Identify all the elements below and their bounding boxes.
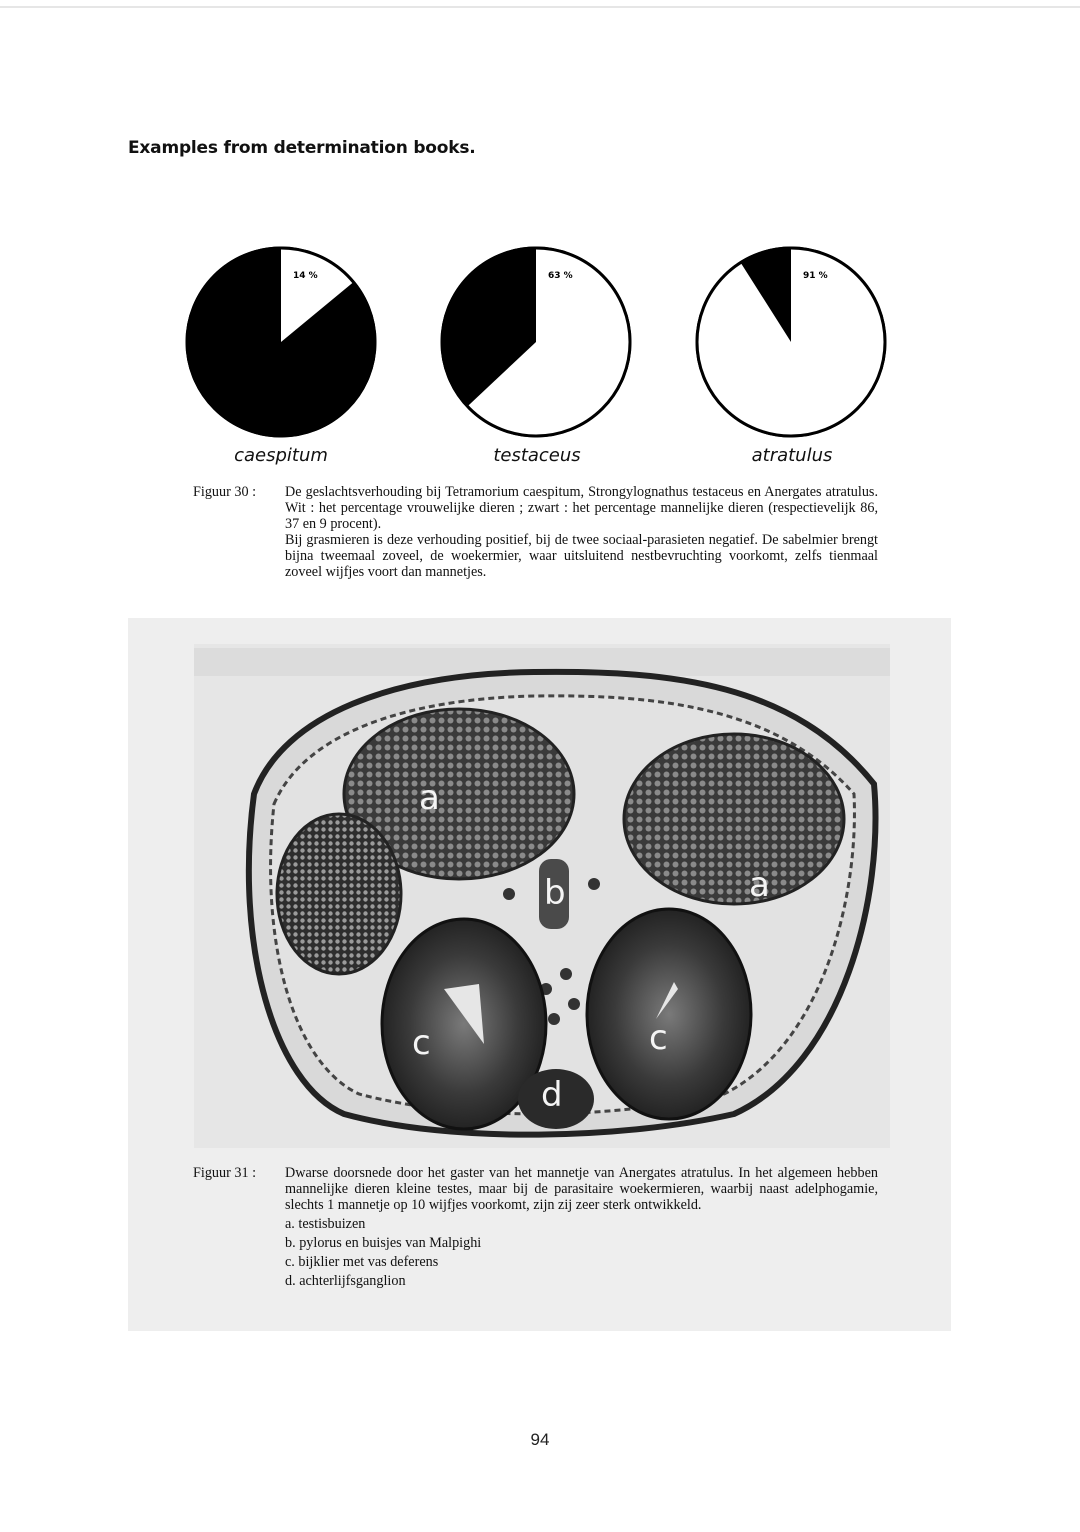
- micrograph-label-a-right: a: [749, 865, 770, 905]
- micrograph-label-d: d: [541, 1075, 563, 1115]
- micrograph-cross-section: [194, 644, 890, 1148]
- micrograph-label-c-left: c: [412, 1023, 431, 1063]
- pie-charts-svg: [180, 240, 900, 440]
- micrograph-label-b: b: [544, 873, 566, 913]
- micrograph-label-c-right: c: [649, 1018, 668, 1058]
- pie-annotation-caespitum: 14 %: [293, 271, 318, 281]
- page-top-rule: [0, 6, 1080, 8]
- pie-caespitum: [187, 248, 375, 436]
- pie-label-caespitum: caespitum: [234, 445, 328, 466]
- figure-30-number: Figuur 30 :: [193, 484, 257, 500]
- micrograph-illustration: [194, 644, 890, 1148]
- figure-30-pie-charts: [180, 240, 900, 470]
- figure-30-caption-body: [285, 484, 878, 580]
- figure-30-caption-paragraph-1: De geslachtsverhouding bij Tetramorium caespitum, Strongylognathus testaceus en Anergates atratulus. Wit : het percentage vrouwelijke dieren ; zwart : het percentage mannelijke dieren (respectievelijk 86, 37 en 9 procent).: [285, 484, 878, 532]
- pie-annotation-testaceus: 63 %: [548, 271, 573, 281]
- figure-31-caption-text: Dwarse doorsnede door het gaster van het mannetje van Anergates atratulus. In het algemeen hebben mannelijke dieren kleine testes, maar bij de parasitaire woekermieren, waarbij naast adelphogamie, slechts 1 mannetje op 10 wijfjes voorkomt, zijn zij zeer sterk ontwikkeld.: [285, 1165, 878, 1213]
- figure-30-caption-paragraph-2: Bij grasmieren is deze verhouding positief, bij de twee sociaal-parasieten negatief. De sabelmier brengt bijna tweemaal zoveel, de woekermier, waar uitsluitend nestbevruchting voorkomt, zelfs tienmaal zoveel wijfjes voort dan mannetjes.: [285, 532, 878, 580]
- pie-label-testaceus: testaceus: [493, 445, 581, 466]
- figure-31-number: Figuur 31 :: [193, 1165, 257, 1181]
- micrograph-label-a-left: a: [419, 778, 440, 818]
- legend-item: a. testisbuizen: [285, 1216, 366, 1232]
- page-number: 94: [530, 1430, 550, 1449]
- pie-label-atratulus: atratulus: [751, 445, 833, 466]
- figure-31-legend: [285, 1216, 878, 1289]
- pie-annotation-atratulus: 91 %: [803, 271, 828, 281]
- pie-testaceus: [442, 248, 630, 436]
- legend-item: b. pylorus en buisjes van Malpighi: [285, 1235, 482, 1251]
- pie-atratulus: [697, 248, 885, 436]
- page-heading: Examples from determination books.: [128, 138, 476, 158]
- legend-item: c. bijklier met vas deferens: [285, 1254, 439, 1270]
- figure-31-caption-body: [285, 1165, 878, 1289]
- legend-item: d. achterlijfsganglion: [285, 1273, 406, 1289]
